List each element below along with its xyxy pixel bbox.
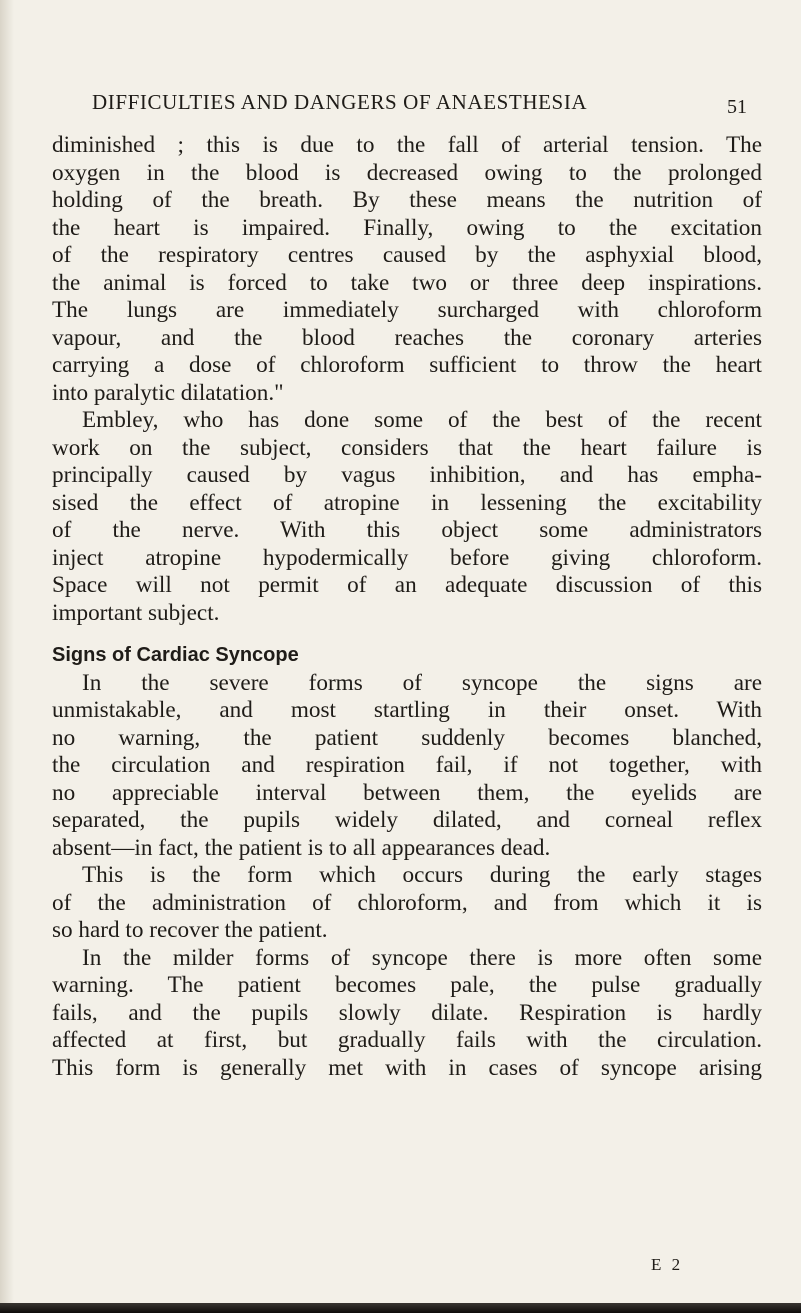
text-line: In the severe forms of syncope the signs are	[82, 669, 762, 696]
text-line: fails, and the pupils slowly dilate. Respiration is hardly	[52, 999, 762, 1026]
text-line: into paralytic dilatation."	[52, 379, 284, 406]
text-line: the heart is impaired. Finally, owing to the excitation	[52, 214, 762, 241]
text-line: no appreciable interval between them, the eyelids are	[52, 779, 762, 806]
paragraph-embley	[52, 407, 762, 627]
running-head: DIFFICULTIES AND DANGERS OF ANAESTHESIA	[92, 90, 588, 114]
body-text	[52, 132, 762, 1082]
text-line: Space will not permit of an adequate discussion of this	[52, 572, 762, 598]
text-line: separated, the pupils widely dilated, and corneal reflex	[52, 807, 762, 833]
paragraph-early-stages	[52, 862, 762, 945]
text-line: This form is generally met with in cases of syncope arising	[52, 1054, 762, 1081]
page-header	[92, 90, 747, 122]
text-line: principally caused by vagus inhibition, and has empha-	[52, 462, 762, 488]
text-line: of the respiratory centres caused by the asphyxial blood,	[52, 242, 762, 268]
paragraph-milder-forms	[52, 945, 762, 1083]
text-line: oxygen in the blood is decreased owing to the prolonged	[52, 159, 762, 186]
text-line: of the nerve. With this object some administrators	[52, 517, 762, 543]
text-line: vapour, and the blood reaches the coronary arteries	[52, 324, 762, 351]
text-line: important subject.	[52, 599, 220, 626]
text-line: absent—in fact, the patient is to all appearances dead.	[52, 834, 551, 861]
text-line: affected at first, but gradually fails with the circulation.	[52, 1027, 762, 1053]
paragraph-severe-forms	[52, 670, 762, 863]
text-line: unmistakable, and most startling in their onset. With	[52, 697, 762, 723]
text-line: Embley, who has done some of the best of the recent	[82, 407, 762, 433]
text-line: inject atropine hypodermically before giving chloroform.	[52, 544, 762, 571]
text-line: warning. The patient becomes pale, the pulse gradually	[52, 972, 762, 998]
text-line: This is the form which occurs during the early stages	[82, 862, 762, 888]
signature-mark: E 2	[651, 1255, 684, 1274]
page-bottom-edge	[0, 1303, 801, 1313]
text-line: work on the subject, considers that the heart failure is	[52, 434, 762, 461]
page-spine-shadow	[0, 0, 14, 1313]
text-line: carrying a dose of chloroform sufficient to throw the heart	[52, 352, 762, 378]
text-line: In the milder forms of syncope there is more often some	[82, 944, 762, 971]
section-heading: Signs of Cardiac Syncope	[52, 644, 299, 666]
text-line: sised the effect of atropine in lessening the excitability	[52, 489, 762, 516]
text-line: of the administration of chloroform, and from which it is	[52, 889, 762, 916]
paragraph-quote-end	[52, 132, 762, 407]
text-line: the animal is forced to take two or three deep inspirations.	[52, 269, 762, 296]
text-line: so hard to recover the patient.	[52, 917, 328, 943]
text-line: the circulation and respiration fail, if not together, with	[52, 752, 762, 778]
text-line: no warning, the patient suddenly becomes blanched,	[52, 724, 762, 751]
text-line: diminished ; this is due to the fall of arterial tension. The	[52, 132, 762, 158]
text-line: The lungs are immediately surcharged with chloroform	[52, 297, 762, 323]
text-line: holding of the breath. By these means the nutrition of	[52, 187, 762, 213]
page-number: 51	[727, 96, 747, 118]
